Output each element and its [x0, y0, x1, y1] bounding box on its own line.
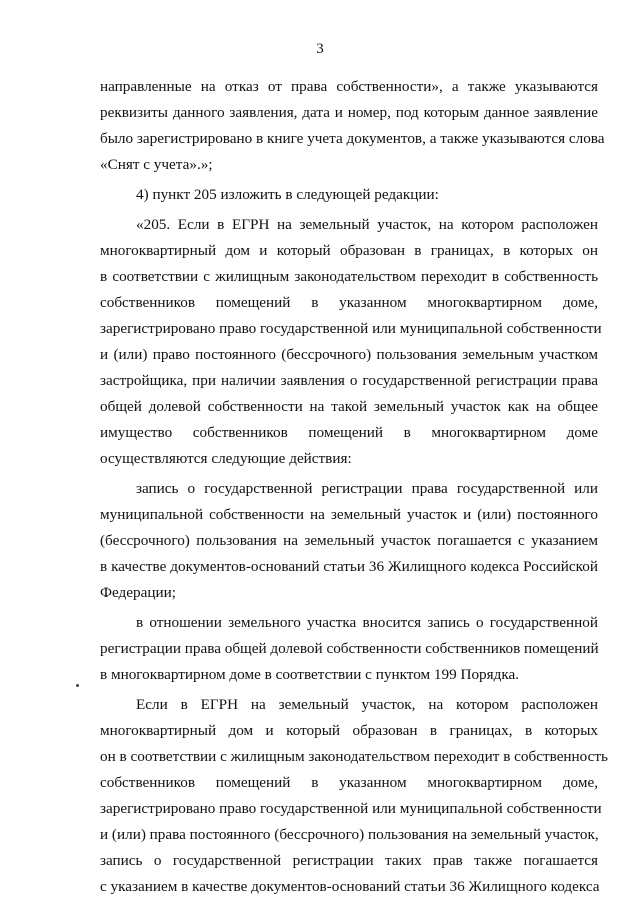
- text-line: регистрации права общей долевой собственности собственников помещений: [100, 640, 599, 657]
- text-line: в соответствии с жилищным законодательством переходит в собственность: [100, 268, 598, 285]
- text-line: многоквартирный дом и который образован в границах, в которых: [100, 722, 598, 739]
- paragraph-1: [100, 74, 605, 178]
- text-line: зарегистрировано право государственной или муниципальной собственности: [100, 800, 602, 817]
- text-line: в многоквартирном доме в соответствии с пунктом 199 Порядка.: [100, 666, 520, 683]
- margin-mark: [76, 684, 79, 687]
- paragraph-2: [100, 182, 598, 208]
- text-line: муниципальной собственности на земельный участок и (или) постоянного: [100, 506, 598, 523]
- paragraph-3: [100, 212, 602, 472]
- text-line: 4) пункт 205 изложить в следующей редакции:: [136, 186, 439, 203]
- text-line: общей долевой собственности на такой земельный участок как на общее: [100, 398, 598, 415]
- text-line: зарегистрировано право государственной или муниципальной собственности: [100, 320, 602, 337]
- document-body: [100, 74, 608, 900]
- text-line: (бессрочного) пользования на земельный участок погашается с указанием: [100, 532, 598, 549]
- text-line: он в соответствии с жилищным законодательством переходит в собственность: [100, 748, 608, 765]
- paragraph-4: [100, 476, 598, 606]
- paragraph-6: [100, 692, 608, 900]
- text-line: в качестве документов-оснований статьи 36 Жилищного кодекса Российской: [100, 558, 598, 575]
- paragraph-5: [100, 610, 598, 688]
- text-line: «Снят с учета».»;: [100, 156, 213, 173]
- page-number: 3: [316, 41, 324, 57]
- text-line: имущество собственников помещений в многоквартирном доме: [100, 424, 598, 441]
- text-line: с указанием в качестве документов-оснований статьи 36 Жилищного кодекса: [100, 878, 600, 895]
- text-line: собственников помещений в указанном многоквартирном доме,: [100, 774, 598, 791]
- text-line: запись о государственной регистрации права государственной или: [136, 480, 598, 497]
- text-line: Федерации;: [100, 584, 176, 601]
- text-line: и (или) право постоянного (бессрочного) пользования земельным участком: [100, 346, 598, 363]
- text-line: собственников помещений в указанном многоквартирном доме,: [100, 294, 598, 311]
- text-line: запись о государственной регистрации таких прав также погашается: [100, 852, 598, 869]
- text-line: многоквартирный дом и который образован в границах, в которых он: [100, 242, 598, 259]
- text-line: осуществляются следующие действия:: [100, 450, 352, 467]
- text-line: и (или) права постоянного (бессрочного) пользования на земельный участок,: [100, 826, 599, 843]
- text-line: направленные на отказ от права собственности», а также указываются: [100, 78, 598, 95]
- text-line: «205. Если в ЕГРН на земельный участок, на котором расположен: [136, 216, 598, 233]
- text-line: в отношении земельного участка вносится запись о государственной: [136, 614, 598, 631]
- text-line: Если в ЕГРН на земельный участок, на котором расположен: [136, 696, 598, 713]
- text-line: было зарегистрировано в книге учета документов, а также указываются слова: [100, 130, 605, 147]
- text-line: застройщика, при наличии заявления о государственной регистрации права: [100, 372, 598, 389]
- text-line: реквизиты данного заявления, дата и номер, под которым данное заявление: [100, 104, 598, 121]
